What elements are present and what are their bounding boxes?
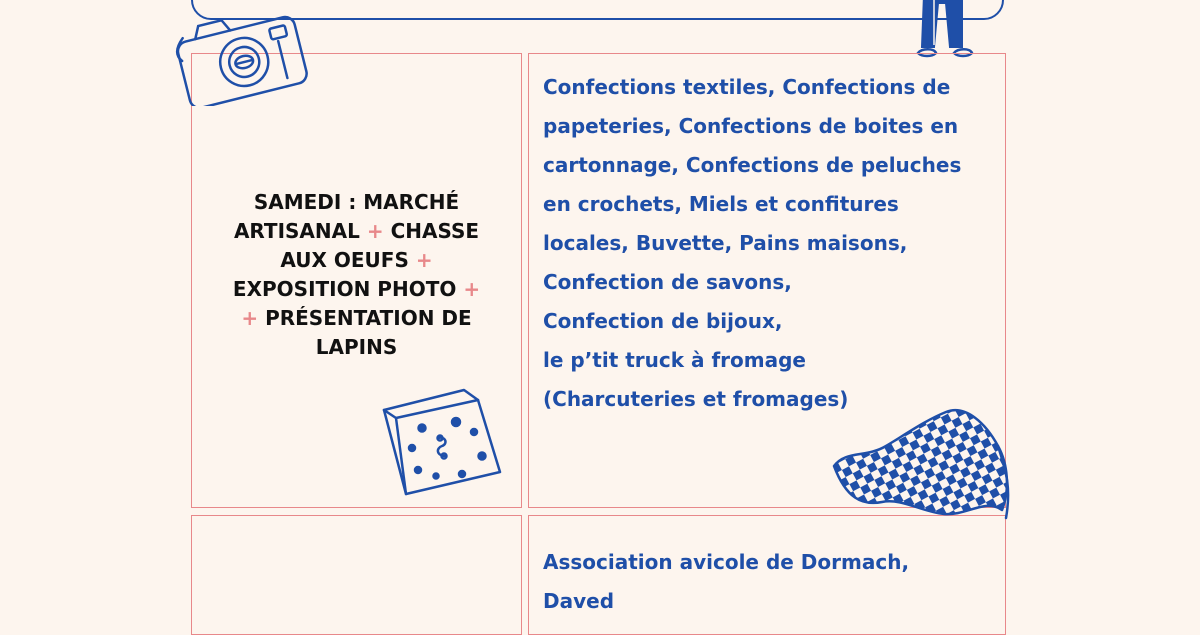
exposants-line: Confection de savons, — [543, 270, 792, 294]
exposants-line: locales, Buvette, Pains maisons, — [543, 231, 908, 255]
associations-line: Daved — [543, 589, 615, 613]
exposants-line: (Charcuteries et fromages) — [543, 387, 849, 411]
cheese-icon — [378, 386, 508, 501]
samedi-line5: PRÉSENTATION DE — [265, 306, 472, 330]
exposants-line: cartonnage, Confections de peluches — [543, 153, 962, 177]
exposants-line: Confection de bijoux, — [543, 309, 783, 333]
associations-list — [543, 543, 993, 621]
plus-sign: + — [415, 248, 433, 272]
samedi-line4: EXPOSITION PHOTO — [232, 277, 457, 301]
checkered-cloth-icon — [826, 406, 1016, 526]
samedi-line2b: CHASSE — [390, 219, 480, 243]
samedi-program — [200, 188, 513, 362]
samedi-line6: LAPINS — [315, 335, 398, 359]
samedi-line3: AUX OEUFS — [280, 248, 409, 272]
camera-icon — [172, 6, 317, 106]
exposants-line: le p’tit truck à fromage — [543, 348, 806, 372]
plus-sign: + — [366, 219, 384, 243]
samedi-line2a: ARTISANAL — [233, 219, 360, 243]
exposants-list — [543, 68, 993, 419]
cell-left-bottom — [191, 515, 522, 635]
samedi-line1: SAMEDI : MARCHÉ — [253, 190, 460, 214]
exposants-line: en crochets, Miels et confitures — [543, 192, 899, 216]
exposants-line: papeteries, Confections de boites en — [543, 114, 959, 138]
plus-sign: + — [463, 277, 481, 301]
associations-line: Association avicole de Dormach, — [543, 550, 910, 574]
exposants-line: Confections textiles, Confections de — [543, 75, 951, 99]
plus-sign: + — [241, 306, 259, 330]
